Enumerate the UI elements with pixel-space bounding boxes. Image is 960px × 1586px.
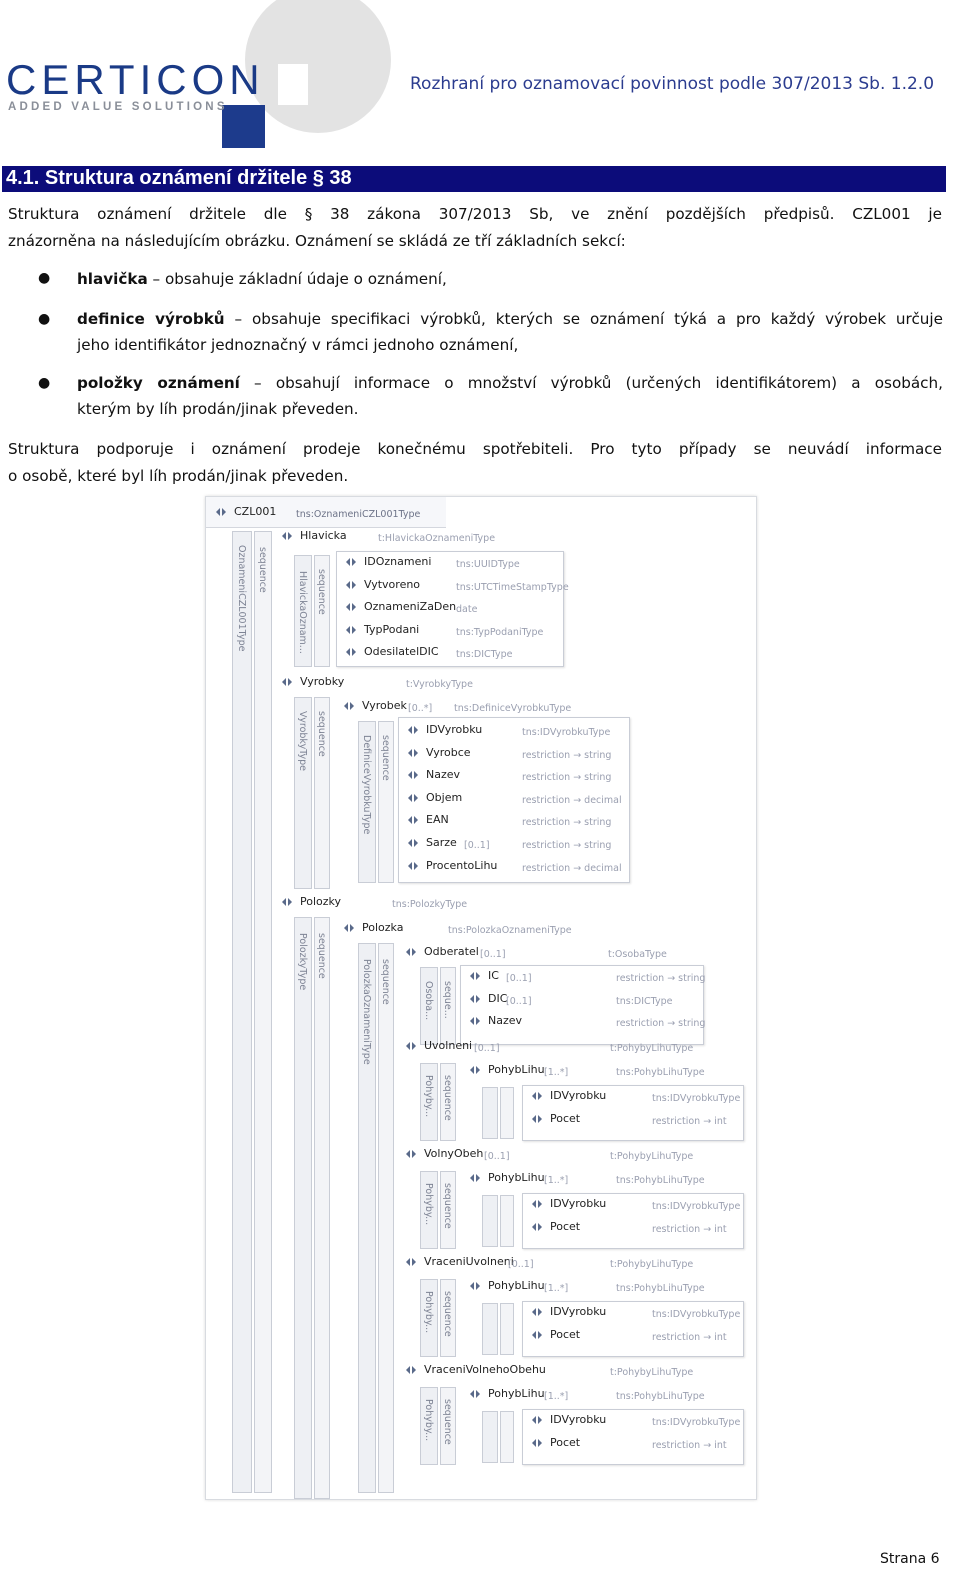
schema-field[interactable]: [530, 1305, 606, 1327]
pohyb-sequence-label: sequence: [442, 1075, 453, 1121]
field-type: restriction → decimal: [522, 794, 622, 806]
field-name: Nazev: [426, 768, 461, 782]
field-name: IDOznameni: [364, 555, 432, 568]
pohyblihu-type: tns:PohybLihuType: [616, 1283, 705, 1294]
element-icon: [406, 747, 420, 759]
schema-field[interactable]: [406, 836, 457, 858]
field-type: restriction → int: [652, 1332, 727, 1343]
bullet-text: – obsahuje specifikaci výrobků, kterých se oznámení týká a pro každý výrobek určuje: [224, 310, 943, 328]
field-cardinality: [0..1]: [464, 840, 490, 851]
pohyblihu-type: tns:PohybLihuType: [616, 1175, 705, 1186]
bullet-icon: ●: [38, 311, 51, 327]
element-icon: [468, 1064, 482, 1076]
element-icon: [530, 1090, 544, 1102]
field-name: Sarze: [426, 836, 457, 849]
field-type: tns:IDVyrobkuType: [522, 727, 611, 738]
field-name: IDVyrobku: [550, 1305, 607, 1318]
odberatel-type-label: Osoba...: [423, 981, 434, 1021]
element-icon: [406, 769, 420, 781]
element-icon: [344, 556, 358, 568]
element-name: PohybLihu: [488, 1171, 545, 1184]
schema-field[interactable]: [530, 1328, 580, 1350]
schema-field[interactable]: [468, 1014, 522, 1036]
logo-text: CERTICON: [6, 56, 265, 103]
element-icon: [344, 601, 358, 613]
polozky-type: tns:PolozkyType: [392, 899, 468, 910]
schema-field[interactable]: [468, 992, 507, 1014]
element-icon: [468, 1015, 482, 1027]
element-name: Hlavicka: [300, 529, 347, 542]
section-title: 4.1. Struktura oznámení držitele § 38: [6, 167, 352, 189]
outro-line-2: o osobě, které byl líh prodán/jinak převeden.: [8, 467, 349, 485]
element-name: VraceniUvolneni: [424, 1255, 514, 1268]
schema-field[interactable]: [344, 645, 439, 667]
field-type: tns:IDVyrobkuType: [652, 1093, 741, 1104]
bullet-hlavicka: [77, 266, 943, 292]
element-icon: [280, 530, 294, 542]
field-type: restriction → string: [616, 973, 706, 984]
schema-field[interactable]: [406, 723, 482, 745]
schema-field[interactable]: [406, 791, 462, 813]
element-name: Polozky: [300, 895, 342, 908]
field-name: OznameniZaDen: [364, 600, 457, 614]
schema-field[interactable]: [530, 1220, 580, 1242]
pohyblihu-type: tns:PohybLihuType: [616, 1391, 705, 1402]
hlavicka-type-label: HlavickaOznam...: [297, 571, 308, 654]
field-name: DIC: [488, 991, 508, 1005]
intro-line-1: Struktura oznámení držitele dle § 38 zákona 307/2013 Sb, ve znění pozdějších předpisů. CZL001 je: [8, 205, 942, 223]
field-name: Vytvoreno: [364, 577, 421, 591]
field-type: tns:UTCTimeStampType: [456, 581, 569, 593]
element-icon: [530, 1306, 544, 1318]
pohyblihu-type-bar: [482, 1411, 498, 1463]
pohyblihu-cardinality: [1..*]: [544, 1391, 569, 1402]
group-type: t:PohybyLihuType: [610, 1151, 694, 1162]
group-cardinality: [0..1]: [474, 1043, 500, 1054]
element-name: PohybLihu: [488, 1063, 545, 1076]
odberatel-element[interactable]: [404, 945, 479, 967]
field-type: restriction → int: [652, 1116, 727, 1127]
odberatel-cardinality: [0..1]: [480, 949, 506, 960]
root-type-bar: [232, 531, 252, 1493]
polozka-sequence-label: sequence: [380, 959, 391, 1005]
schema-field[interactable]: [530, 1089, 606, 1111]
pohyb-type-label: Pohyby...: [423, 1075, 434, 1118]
intro-line-2: znázorněna na následujícím obrázku. Oznámení se skládá ze tří základních sekcí:: [8, 232, 626, 250]
pohyb-group-element[interactable]: [404, 1363, 546, 1385]
element-icon: [342, 700, 356, 712]
group-type: t:PohybyLihuType: [610, 1043, 694, 1054]
element-name: PohybLihu: [488, 1279, 545, 1292]
field-name: TypPodani: [364, 622, 420, 636]
element-name: Odberatel: [424, 945, 479, 958]
polozky-type-label: PolozkyType: [297, 933, 308, 991]
pohyblihu-type-bar: [482, 1195, 498, 1247]
pohyblihu-sequence-bar: [500, 1303, 514, 1355]
field-type: restriction → int: [652, 1224, 727, 1235]
field-type: tns:TypPodaniType: [456, 626, 544, 638]
bullet-definice: [77, 306, 943, 332]
group-type: t:PohybyLihuType: [610, 1367, 694, 1378]
odberatel-type: t:OsobaType: [608, 949, 667, 960]
document-title: Rozhraní pro oznamovací povinnost podle 307/2013 Sb. 1.2.0: [410, 74, 935, 94]
field-name: IC: [488, 969, 499, 982]
schema-field[interactable]: [344, 578, 420, 600]
element-icon: [468, 993, 482, 1005]
element-name: Vyrobek: [362, 699, 407, 712]
element-icon: [344, 624, 358, 636]
field-type: restriction → string: [522, 840, 612, 851]
schema-field[interactable]: [406, 859, 497, 881]
pohyblihu-cardinality: [1..*]: [544, 1283, 569, 1294]
element-icon: [404, 1148, 418, 1160]
field-name: Pocet: [550, 1328, 581, 1341]
root-sequence-bar: [254, 531, 272, 1493]
pohyb-type-label: Pohyby...: [423, 1291, 434, 1334]
element-icon: [344, 579, 358, 591]
schema-field[interactable]: [530, 1413, 606, 1435]
outro-line-1: Struktura podporuje i oznámení prodeje konečnému spotřebiteli. Pro tyto případy se neuvádí informace: [8, 440, 942, 458]
vyrobky-sequence-label: sequence: [316, 711, 327, 757]
pohyblihu-sequence-bar: [500, 1411, 514, 1463]
vyrobky-type-label: VyrobkyType: [297, 711, 308, 772]
root-type-label: OznameniCZL001Type: [236, 545, 247, 652]
element-icon: [406, 724, 420, 736]
polozka-type: tns:PolozkaOznameniType: [448, 925, 572, 936]
vyrobky-type: t:VyrobkyType: [406, 679, 473, 690]
element-icon: [530, 1437, 544, 1449]
pohyblihu-element[interactable]: [468, 1171, 545, 1193]
root-sequence-label: sequence: [257, 547, 268, 593]
field-name: IDVyrobku: [550, 1197, 607, 1210]
schema-diagram: [205, 496, 757, 1500]
field-type: tns:IDVyrobkuType: [652, 1201, 741, 1212]
field-type: tns:DICType: [616, 995, 673, 1007]
element-name: Polozka: [362, 921, 404, 934]
field-name: EAN: [426, 813, 449, 827]
field-name: Objem: [426, 790, 463, 804]
schema-field[interactable]: [468, 969, 499, 991]
polozky-sequence-bar: [314, 917, 330, 1499]
pohyblihu-sequence-bar: [500, 1087, 514, 1139]
hlavicka-type: t:HlavickaOznameniType: [378, 533, 496, 544]
field-type: tns:DICType: [456, 649, 513, 661]
pohyblihu-element[interactable]: [468, 1387, 545, 1409]
logo-blue-square: [222, 105, 265, 148]
field-name: IDVyrobku: [426, 723, 483, 736]
element-icon: [468, 1388, 482, 1400]
vyrobek-type: tns:DefiniceVyrobkuType: [454, 703, 572, 714]
bullet-term: definice výrobků: [77, 310, 225, 328]
bullet-icon: ●: [38, 270, 51, 286]
field-type: restriction → string: [522, 749, 612, 761]
schema-field[interactable]: [406, 746, 471, 768]
element-icon: [468, 970, 482, 982]
field-name: Pocet: [550, 1220, 581, 1233]
logo-white-square: [278, 64, 308, 105]
element-icon: [406, 814, 420, 826]
polozka-type-label: PolozkaOznameniType: [361, 959, 372, 1065]
pohyblihu-type-bar: [482, 1303, 498, 1355]
field-name: ProcentoLihu: [426, 858, 498, 872]
schema-field[interactable]: [530, 1197, 606, 1219]
bullet-term: položky oznámení: [77, 374, 240, 392]
element-icon: [280, 676, 294, 688]
element-icon: [344, 646, 358, 658]
field-type: restriction → string: [522, 817, 612, 829]
field-type: tns:IDVyrobkuType: [652, 1417, 741, 1428]
element-icon: [404, 946, 418, 958]
schema-field[interactable]: [344, 623, 419, 645]
element-icon: [404, 1256, 418, 1268]
pohyb-group-element[interactable]: [404, 1147, 483, 1169]
bullet-text: – obsahují informace o množství výrobků (určených identifikátorem) a osobách,: [239, 374, 943, 392]
polozky-sequence-label: sequence: [316, 933, 327, 979]
pohyblihu-type-bar: [482, 1087, 498, 1139]
field-name: IDVyrobku: [550, 1089, 607, 1102]
field-type: restriction → string: [522, 772, 612, 784]
element-icon: [406, 792, 420, 804]
field-name: OdesilatelDIC: [364, 645, 439, 659]
bullet-term: hlavička: [77, 270, 148, 288]
bullet-definice-line2: jeho identifikátor jednoznačný v rámci jednoho oznámení,: [77, 336, 519, 354]
element-name: CZL001: [234, 505, 277, 518]
vyrobky-element[interactable]: [280, 675, 344, 697]
hlavicka-sequence-label: sequence: [316, 569, 327, 615]
pohyb-type-label: Pohyby...: [423, 1183, 434, 1226]
polozka-element[interactable]: [342, 921, 403, 943]
schema-field[interactable]: [406, 768, 460, 790]
element-icon: [342, 922, 356, 934]
bullet-icon: ●: [38, 375, 51, 391]
field-name: IDVyrobku: [550, 1413, 607, 1426]
pohyblihu-element[interactable]: [468, 1063, 545, 1085]
group-cardinality: [0..1]: [508, 1259, 534, 1270]
pohyb-sequence-label: sequence: [442, 1183, 453, 1229]
element-icon: [280, 896, 294, 908]
field-cardinality: [0..1]: [506, 973, 532, 984]
pohyblihu-cardinality: [1..*]: [544, 1067, 569, 1078]
root-element[interactable]: [214, 505, 276, 527]
vyrobek-cardinality: [0..*]: [408, 703, 433, 714]
field-type: tns:UUIDType: [456, 559, 520, 570]
pohyblihu-type: tns:PohybLihuType: [616, 1067, 705, 1078]
field-name: Vyrobce: [426, 745, 471, 759]
element-name: Uvolneni: [424, 1039, 473, 1052]
polozky-element[interactable]: [280, 895, 341, 917]
pohyb-type-label: Pohyby...: [423, 1399, 434, 1442]
field-cardinality: [0..1]: [506, 995, 532, 1007]
element-icon: [530, 1198, 544, 1210]
schema-field[interactable]: [344, 555, 431, 577]
element-icon: [468, 1172, 482, 1184]
odberatel-sequence-label: seque...: [442, 981, 453, 1019]
element-icon: [468, 1280, 482, 1292]
field-type: restriction → string: [616, 1018, 706, 1030]
field-name: Nazev: [488, 1014, 523, 1028]
logo-gray-circle: [245, 0, 391, 133]
group-type: t:PohybyLihuType: [610, 1259, 694, 1270]
polozka-sequence-bar: [378, 943, 394, 1493]
schema-field[interactable]: [530, 1112, 580, 1134]
field-type: restriction → decimal: [522, 862, 622, 874]
element-icon: [406, 860, 420, 872]
pohyblihu-sequence-bar: [500, 1195, 514, 1247]
field-type: date: [456, 604, 478, 616]
vyrobek-sequence-label: sequence: [380, 735, 391, 781]
pohyblihu-element[interactable]: [468, 1279, 545, 1301]
element-icon: [404, 1040, 418, 1052]
field-type: tns:IDVyrobkuType: [652, 1309, 741, 1320]
element-name: VolnyObeh: [424, 1147, 484, 1160]
group-cardinality: [0..1]: [484, 1151, 510, 1162]
pohyb-group-element[interactable]: [404, 1039, 472, 1061]
pohyblihu-cardinality: [1..*]: [544, 1175, 569, 1186]
pohyb-sequence-label: sequence: [442, 1291, 453, 1337]
polozky-type-bar: [294, 917, 312, 1499]
element-icon: [214, 506, 228, 518]
bullet-text: – obsahuje základní údaje o oznámení,: [147, 270, 447, 288]
element-icon: [406, 837, 420, 849]
field-type: restriction → int: [652, 1440, 727, 1451]
vyrobek-type-label: DefiniceVyrobkuType: [361, 735, 372, 835]
page-number: Strana 6: [880, 1551, 940, 1567]
logo-tagline: ADDED VALUE SOLUTIONS: [8, 101, 228, 113]
element-icon: [530, 1329, 544, 1341]
hlavicka-element[interactable]: [280, 529, 347, 551]
field-name: Pocet: [550, 1112, 581, 1125]
schema-field[interactable]: [406, 813, 449, 835]
root-type: tns:OznameniCZL001Type: [296, 509, 421, 520]
element-name: VraceniVolnehoObehu: [424, 1363, 546, 1376]
element-icon: [530, 1414, 544, 1426]
schema-field[interactable]: [530, 1436, 580, 1458]
element-icon: [530, 1113, 544, 1125]
pohyb-group-element[interactable]: [404, 1255, 514, 1277]
schema-field[interactable]: [344, 600, 456, 622]
element-icon: [530, 1221, 544, 1233]
element-name: Vyrobky: [300, 675, 345, 688]
field-name: Pocet: [550, 1436, 581, 1449]
bullet-polozky-line2: kterým by líh prodán/jinak převeden.: [77, 400, 359, 418]
pohyb-sequence-label: sequence: [442, 1399, 453, 1445]
element-icon: [404, 1364, 418, 1376]
element-name: PohybLihu: [488, 1387, 545, 1400]
bullet-polozky: [77, 370, 943, 396]
